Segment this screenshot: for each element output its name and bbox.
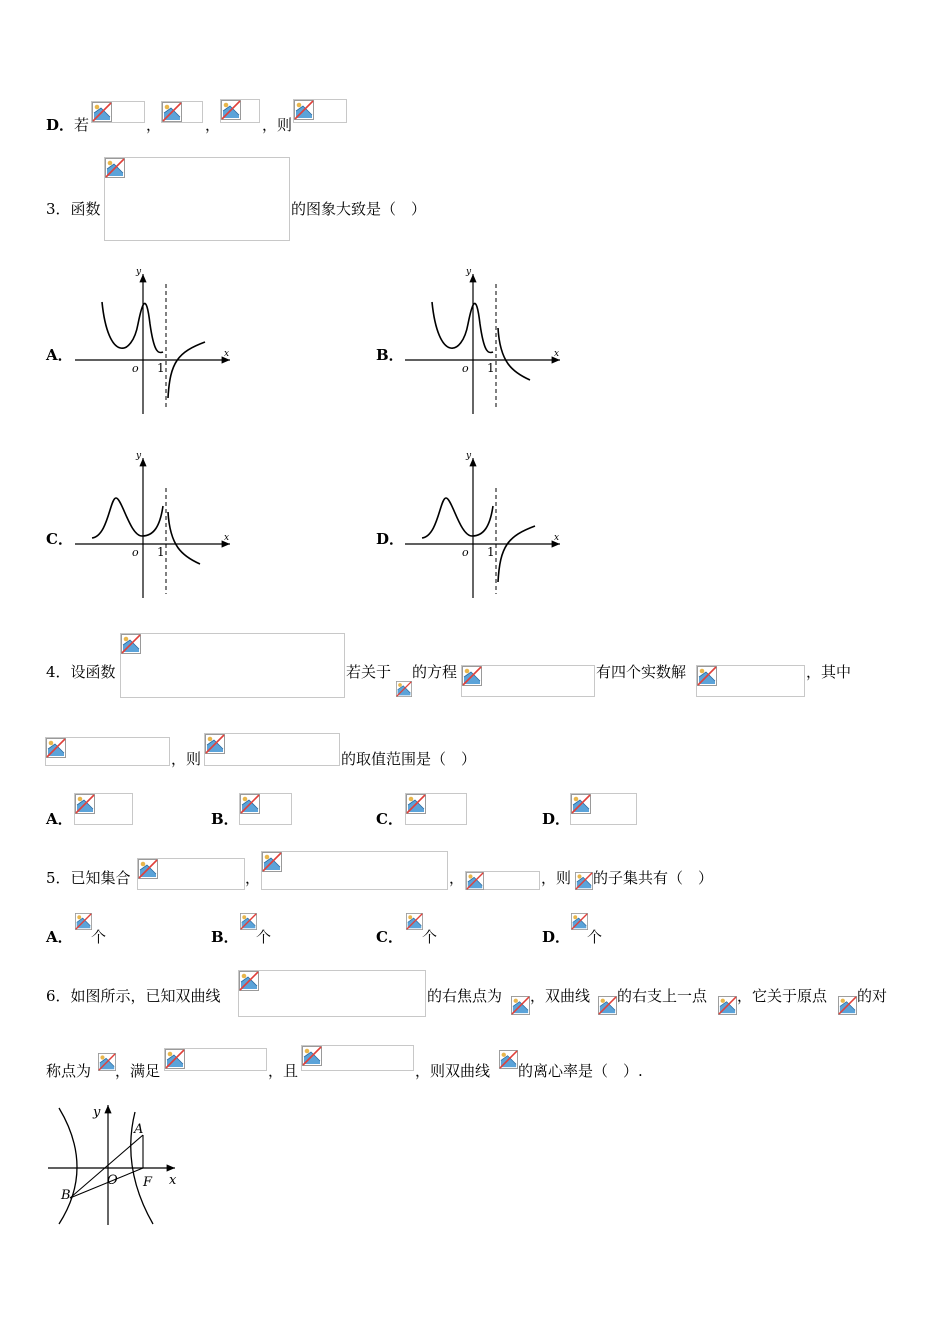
- option-c-label: C．: [46, 530, 73, 548]
- text: ，其中: [806, 663, 852, 681]
- axis-label-x: x: [554, 349, 560, 359]
- axis-label-x: x: [224, 349, 230, 359]
- text-comma: ，: [205, 116, 221, 134]
- text: ，双曲线: [530, 987, 591, 1005]
- text-comma: ，: [449, 869, 465, 887]
- axis-label-y: y: [466, 267, 472, 277]
- broken-image-icon: [571, 913, 588, 930]
- label-y: y: [93, 1105, 101, 1120]
- option-b-label: B．: [211, 810, 239, 828]
- option-d-label: D．: [376, 530, 405, 548]
- axis-label-x: x: [554, 533, 560, 543]
- broken-image-icon: [105, 158, 125, 178]
- curve: [422, 498, 493, 538]
- origin-label: o: [462, 362, 469, 375]
- curve: [168, 512, 200, 564]
- hyperbola-formula-image: [238, 970, 426, 1017]
- formula-image: [717, 995, 736, 1015]
- unit-text: 个: [587, 928, 603, 946]
- broken-image-icon: [406, 794, 426, 814]
- curve: [432, 302, 493, 353]
- label-x: x: [169, 1173, 177, 1188]
- broken-image-icon: [697, 666, 717, 686]
- broken-image-icon: [302, 1046, 322, 1066]
- graph-option-c: [70, 446, 240, 604]
- text: 若关于: [346, 663, 392, 681]
- broken-image-icon: [571, 794, 591, 814]
- axis-label-x: x: [224, 533, 230, 543]
- function-formula-image: [120, 633, 345, 698]
- question-3-stem: 3．函数: [46, 200, 101, 218]
- formula-image: [597, 995, 616, 1015]
- option-a-image: [74, 793, 133, 825]
- unit-text: 个: [422, 928, 438, 946]
- text: 的对: [857, 987, 888, 1005]
- text: ，则: [171, 750, 202, 768]
- text: ，它关于原点: [737, 987, 828, 1005]
- text: ，且: [268, 1062, 299, 1080]
- formula-image: [465, 871, 540, 890]
- broken-image-icon: [598, 996, 617, 1015]
- origin-label: o: [462, 546, 469, 559]
- broken-image-icon: [165, 1049, 185, 1069]
- hyperbola-figure: [45, 1100, 185, 1230]
- option-d-label: D．: [542, 810, 571, 828]
- text-comma: ，: [245, 869, 261, 887]
- option-c-label: C．: [376, 810, 403, 828]
- question-3-stem-end: 的图象大致是（ ）: [291, 200, 427, 218]
- option-a-label: A．: [46, 810, 73, 828]
- option-a-image: [74, 912, 91, 932]
- formula-image: [498, 1049, 517, 1069]
- text: ，满足: [115, 1062, 161, 1080]
- text: 称点为: [46, 1062, 92, 1080]
- option-c-image: [405, 793, 467, 825]
- tick-label: 1: [487, 361, 495, 375]
- tick-label: 1: [157, 545, 165, 559]
- text-ruo: 若: [74, 116, 90, 134]
- text: 的右支上一点: [617, 987, 708, 1005]
- text: 的离心率是（ ）.: [518, 1062, 643, 1080]
- formula-image: [574, 871, 592, 890]
- broken-image-icon: [466, 872, 484, 890]
- tick-label: 1: [487, 545, 495, 559]
- origin-label: o: [132, 362, 139, 375]
- broken-image-icon: [75, 794, 95, 814]
- formula-image: [45, 737, 170, 766]
- formula-image: [696, 665, 805, 697]
- question-5-stem: 5．已知集合: [46, 869, 131, 887]
- text: 的右焦点为: [427, 987, 503, 1005]
- broken-image-icon: [46, 738, 66, 758]
- broken-image-icon: [294, 100, 314, 120]
- broken-image-icon: [205, 734, 225, 754]
- formula-image: [510, 995, 529, 1015]
- broken-image-icon: [499, 1050, 518, 1069]
- axis-label-y: y: [136, 267, 142, 277]
- axis-label-y: y: [466, 451, 472, 461]
- broken-image-icon: [511, 996, 530, 1015]
- text-ze: ，则: [541, 869, 572, 887]
- function-formula-image: [104, 157, 290, 241]
- option-c-label: C．: [376, 928, 403, 946]
- formula-image: [164, 1048, 267, 1071]
- formula-image: [837, 995, 856, 1015]
- broken-image-icon: [75, 913, 92, 930]
- curve: [168, 342, 205, 398]
- option-b-label: B．: [376, 346, 404, 364]
- option-b-image: [239, 912, 256, 932]
- axis-label-y: y: [136, 451, 142, 461]
- graph-option-b: [400, 262, 570, 420]
- broken-image-icon: [92, 102, 112, 122]
- formula-image: [293, 99, 347, 123]
- unit-text: 个: [91, 928, 107, 946]
- option-d-image: [570, 912, 587, 932]
- text: 的子集共有（ ）: [593, 869, 714, 887]
- broken-image-icon: [838, 996, 857, 1015]
- curve: [92, 498, 163, 538]
- broken-image-icon: [239, 971, 259, 991]
- option-d-label: D．: [542, 928, 571, 946]
- broken-image-icon: [138, 859, 158, 879]
- broken-image-icon: [262, 852, 282, 872]
- broken-image-icon: [462, 666, 482, 686]
- formula-image: [395, 680, 411, 698]
- broken-image-icon: [240, 913, 257, 930]
- broken-image-icon: [162, 102, 182, 122]
- broken-image-icon: [575, 872, 593, 890]
- option-a-label: A．: [46, 928, 73, 946]
- formula-image: [301, 1045, 414, 1071]
- hyperbola-left-branch: [59, 1108, 77, 1224]
- curve: [498, 328, 530, 380]
- formula-image: [91, 101, 145, 123]
- option-d-label: D．: [46, 116, 75, 134]
- set-formula-image: [137, 858, 245, 890]
- formula-image: [97, 1052, 115, 1071]
- tick-label: 1: [157, 361, 165, 375]
- broken-image-icon: [221, 100, 241, 120]
- text-ze: ，则: [262, 116, 293, 134]
- graph-option-a: [70, 262, 240, 420]
- origin-label: o: [132, 546, 139, 559]
- curve: [498, 526, 535, 582]
- label-b: B: [61, 1188, 71, 1203]
- broken-image-icon: [718, 996, 737, 1015]
- label-o: O: [107, 1173, 118, 1188]
- label-a: A: [134, 1122, 144, 1137]
- option-d-image: [570, 793, 637, 825]
- text: 的取值范围是（ ）: [341, 750, 477, 768]
- label-f: F: [143, 1175, 153, 1190]
- unit-text: 个: [256, 928, 272, 946]
- text-comma: ，: [146, 116, 162, 134]
- question-6-stem: 6．如图所示，已知双曲线: [46, 987, 221, 1005]
- option-c-image: [405, 912, 422, 932]
- broken-image-icon: [406, 913, 423, 930]
- text: 有四个实数解: [596, 663, 687, 681]
- formula-image: [161, 101, 203, 123]
- text: ，则双曲线: [415, 1062, 491, 1080]
- text: 的方程: [412, 663, 458, 681]
- broken-image-icon: [121, 634, 141, 654]
- broken-image-icon: [98, 1053, 116, 1071]
- broken-image-icon: [240, 794, 260, 814]
- formula-image: [204, 733, 340, 766]
- broken-image-icon: [396, 681, 412, 697]
- option-b-image: [239, 793, 292, 825]
- question-4-stem: 4．设函数: [46, 663, 116, 681]
- set-formula-image: [261, 851, 448, 890]
- formula-image: [220, 99, 260, 123]
- formula-image: [461, 665, 595, 697]
- option-b-label: B．: [211, 928, 239, 946]
- option-a-label: A．: [46, 346, 73, 364]
- curve: [102, 302, 163, 353]
- graph-option-d: [400, 446, 570, 604]
